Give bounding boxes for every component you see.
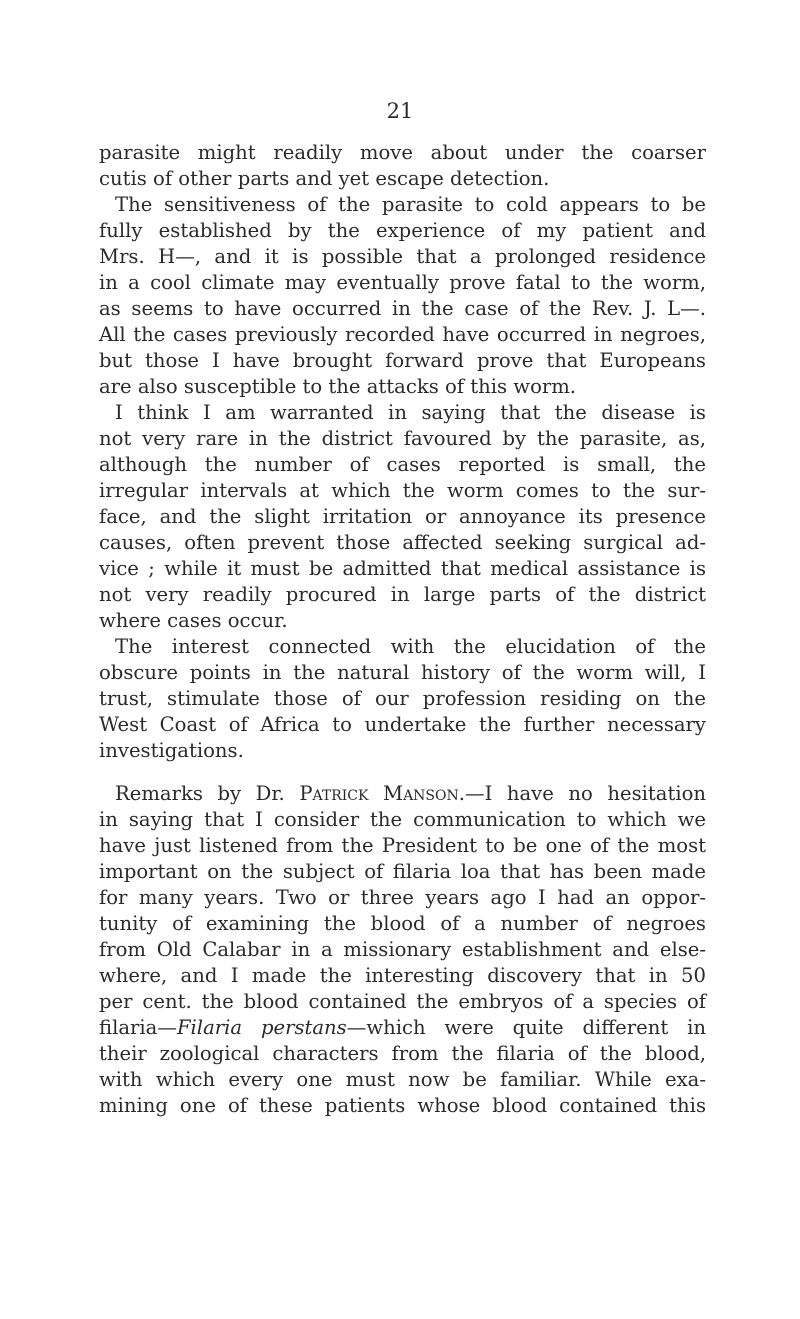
text-line: investigations. (99, 739, 244, 762)
text-line: important on the subject of filaria loa that has been made (99, 860, 706, 883)
text-line: fully established by the experience of my patient and (99, 219, 706, 242)
text-line: where cases occur. (99, 609, 288, 632)
text-line: in saying that I consider the communication to which we (99, 808, 706, 831)
text-line: from Old Calabar in a missionary establishment and else- (99, 938, 706, 961)
text-run: filaria— (99, 1016, 177, 1039)
text-line: where, and I made the interesting discovery that in 50 (99, 964, 706, 987)
text-line: but those I have brought forward prove that Europeans (99, 349, 706, 372)
page-number: 21 (386, 99, 414, 123)
text-line: causes, often prevent those affected seeking surgical ad- (99, 531, 706, 554)
text-line: trust, stimulate those of our profession residing on the (99, 687, 706, 710)
text-line: irregular intervals at which the worm comes to the sur- (99, 479, 706, 502)
text-line: mining one of these patients whose blood contained this (99, 1094, 706, 1117)
text-line: have just listened from the President to be one of the most (99, 834, 706, 857)
text-line: obscure points in the natural history of the worm will, I (99, 661, 706, 684)
remarks-rest: .—I have no hesitation (458, 782, 707, 805)
text-line: parasite might readily move about under the coarser (99, 141, 706, 164)
text-line: The sensitiveness of the parasite to cold appears to be (115, 193, 706, 216)
remarks-lead: Remarks by Dr. (115, 782, 300, 805)
text-line: All the cases previously recorded have occurred in negroes, (99, 323, 706, 346)
text-line: not very rare in the district favoured by the parasite, as, (99, 427, 706, 450)
text-line: tunity of examining the blood of a number of negroes (99, 912, 706, 935)
text-line: not very readily procured in large parts of the district (99, 583, 706, 606)
text-line: per cent. the blood contained the embryos of a species of (99, 990, 706, 1013)
species-name: Filaria perstans (176, 1016, 347, 1039)
text-line: with which every one must now be familiar. While exa- (99, 1068, 706, 1091)
text-line: are also susceptible to the attacks of this worm. (99, 375, 577, 398)
text-line: cutis of other parts and yet escape detection. (99, 167, 550, 190)
text-line: their zoological characters from the filaria of the blood, (99, 1042, 706, 1065)
text-line: face, and the slight irritation or annoyance its presence (99, 505, 706, 528)
text-line: in a cool climate may eventually prove fatal to the worm, (99, 271, 706, 294)
text-line: for many years. Two or three years ago I had an oppor- (99, 886, 706, 909)
text-line: Mrs. H—, and it is possible that a prolonged residence (99, 245, 706, 268)
text-run: —which were quite different in (346, 1016, 706, 1039)
text-line: West Coast of Africa to undertake the further necessary (99, 713, 706, 736)
text-line: I think I am warranted in saying that the disease is (115, 401, 706, 424)
text-line: The interest connected with the elucidation of the (115, 635, 706, 658)
speaker-name: Patrick Manson (299, 782, 459, 805)
text-line (99, 1015, 706, 1041)
text-line: as seems to have occurred in the case of the Rev. J. L—. (99, 297, 706, 320)
text-line: vice ; while it must be admitted that medical assistance is (99, 557, 706, 580)
text-line: although the number of cases reported is small, the (99, 453, 706, 476)
text-line (115, 781, 706, 807)
